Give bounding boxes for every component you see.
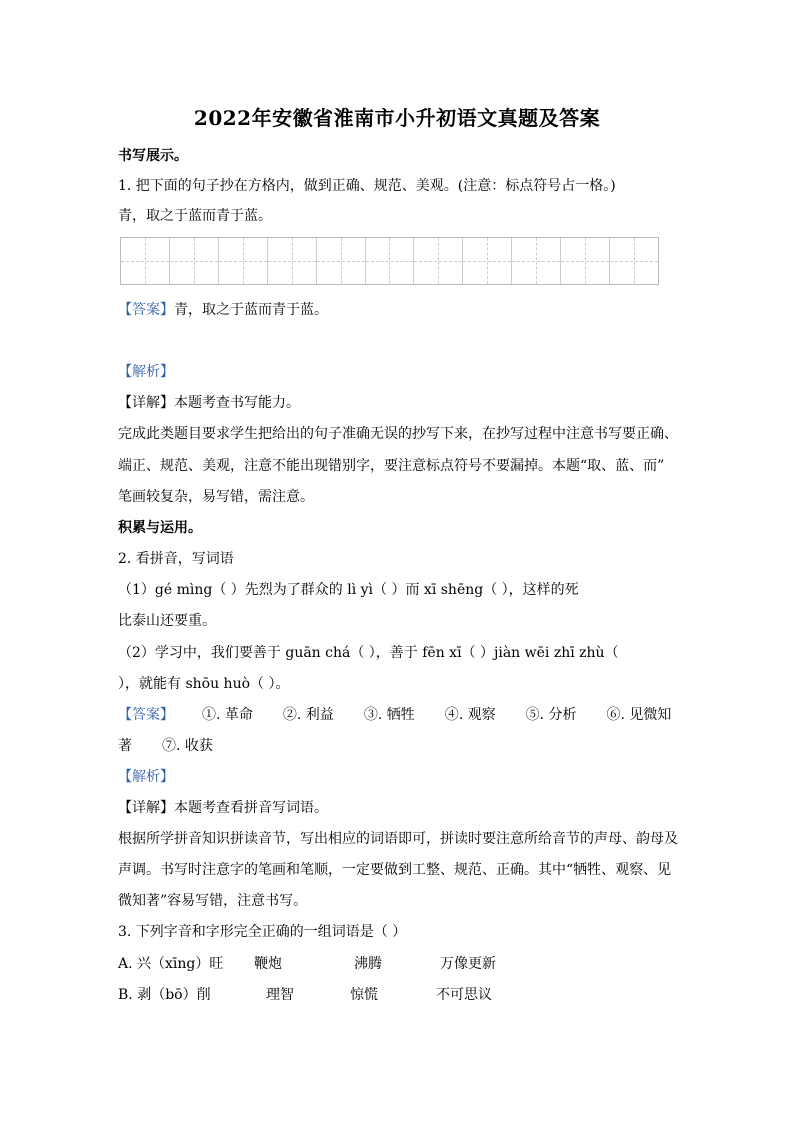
grid-cell: [268, 238, 317, 284]
q1-analysis-p3: 笔画较复杂，易写错，需注意。: [118, 489, 314, 505]
writing-grid: [120, 237, 659, 285]
answer-item: ②. 利益: [282, 707, 334, 723]
option-word: 不可思议: [436, 987, 492, 1003]
answer-wrap: 著: [118, 738, 132, 754]
answer-item: ①. 革命: [202, 707, 253, 723]
grid-cell: [463, 238, 512, 284]
q3-option-a: [118, 954, 678, 974]
grid-cell: [121, 238, 170, 284]
q2-detail: [118, 798, 678, 818]
option-word: A. 兴（xīng）旺: [118, 956, 224, 972]
q2-stem: 2. 看拼音，写词语: [118, 551, 234, 567]
q2-analysis-tag: 【解析】: [118, 769, 174, 785]
option-word: 沸腾: [354, 956, 382, 972]
option-word: 万像更新: [440, 956, 496, 972]
grid-cell: [317, 238, 366, 284]
option-word: B. 剥（bō）削: [118, 987, 211, 1003]
q2-answer: [118, 705, 678, 725]
q1-analysis-tag: 【解析】: [118, 364, 174, 380]
answer-tag: 【答案】: [118, 302, 174, 318]
answer-tag: 【答案】: [118, 707, 174, 723]
q1-analysis-p1: 完成此类题目要求学生把给出的句子准确无误的抄写下来，在抄写过程中注意书写要正确、: [118, 426, 678, 442]
section-heading-accumulation: 积累与运用。: [118, 520, 202, 536]
q1-sentence: 青，取之于蓝而青于蓝。: [118, 208, 272, 224]
grid-cell: [219, 238, 268, 284]
grid-cell: [512, 238, 561, 284]
grid-cell: [561, 238, 610, 284]
q2-answer-cont: [118, 736, 678, 756]
section-heading-writing: 书写展示。: [118, 148, 188, 164]
detail-tag: 【详解】: [118, 395, 174, 411]
grid-cell: [170, 238, 219, 284]
option-word: 鞭炮: [254, 956, 282, 972]
answer-text: 青，取之于蓝而青于蓝。: [174, 302, 328, 318]
grid-cell: [414, 238, 463, 284]
q1-analysis-p2: 端正、规范、美观，注意不能出现错别字，要注意标点符号不要漏掉。本题“取、蓝、而”: [118, 458, 665, 474]
q2-line3: （2）学习中，我们要善于 guān chá（ ），善于 fēn xī（ ）jiàn wēi zhī zhù（: [118, 645, 619, 661]
option-word: 理智: [266, 987, 294, 1003]
q2-line1: （1）gé mìng（ ）先烈为了群众的 lì yì（ ）而 xī shēng（ ），这样的死: [118, 582, 579, 598]
q2-analysis-p2: 声调。书写时注意字的笔画和笔顺，一定要做到工整、规范、正确。其中“牺牲、观察、见: [118, 862, 672, 878]
detail-tag: 【详解】: [118, 800, 174, 816]
option-word: 惊慌: [350, 987, 378, 1003]
q2-line4: ），就能有 shōu huò（ ）。: [118, 676, 290, 692]
q3-stem: 3. 下列字音和字形完全正确的一组词语是（ ）: [118, 924, 407, 940]
q2-analysis-p1: 根据所学拼音知识拼读音节，写出相应的词语即可，拼读时要注意所给音节的声母、韵母及: [118, 831, 678, 847]
q3-option-b: [118, 985, 678, 1005]
q1-answer: [118, 300, 678, 320]
grid-cell: [366, 238, 415, 284]
answer-item: ③. 牺牲: [363, 707, 415, 723]
answer-item: ⑥. 见微知: [606, 707, 672, 723]
detail-text: 本题考查看拼音写词语。: [174, 800, 328, 816]
q1-detail: [118, 393, 678, 413]
q2-analysis-p3: 微知著”容易写错，注意书写。: [118, 893, 308, 909]
q1-stem: 1. 把下面的句子抄在方格内，做到正确、规范、美观。(注意：标点符号占一格。): [118, 178, 616, 194]
q2-line2: 比泰山还要重。: [118, 613, 216, 629]
answer-item: ⑦. 收获: [162, 738, 213, 754]
answer-item: ④. 观察: [444, 707, 496, 723]
answer-item: ⑤. 分析: [525, 707, 577, 723]
detail-text: 本题考查书写能力。: [174, 395, 300, 411]
grid-cell: [610, 238, 658, 284]
page-title: 2022年安徽省淮南市小升初语文真题及答案: [193, 106, 601, 130]
